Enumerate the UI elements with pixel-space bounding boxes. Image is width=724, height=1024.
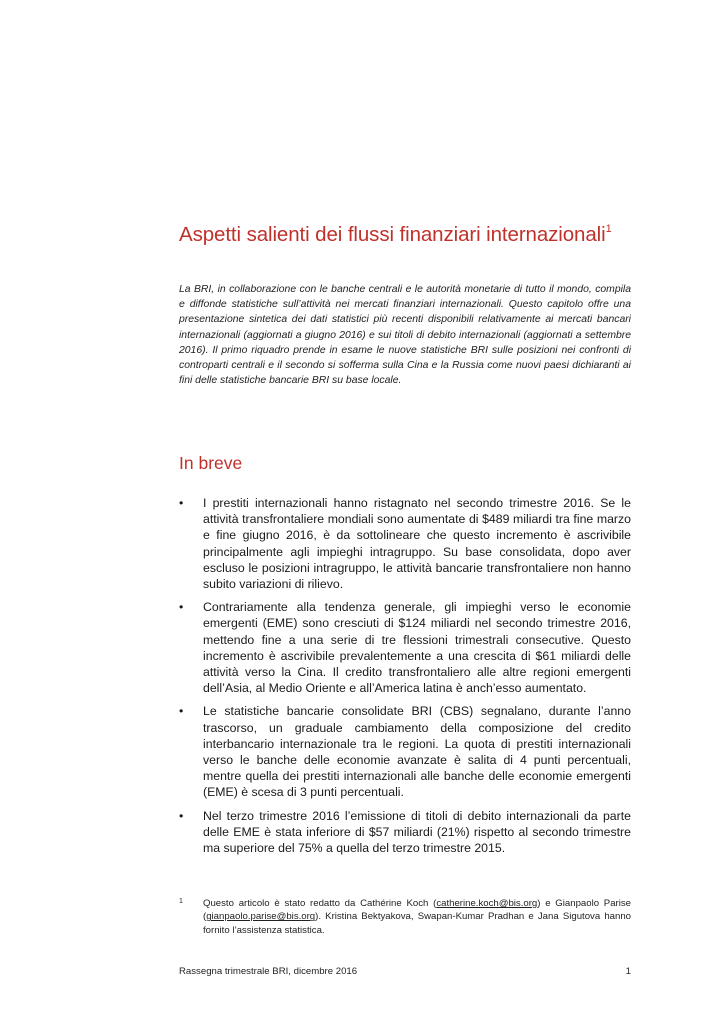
abstract-paragraph: La BRI, in collaborazione con le banche centrali e le autorità monetarie di tutto il mondo, compila e diffonde statistiche sull’attività nei mercati finanziari internazionali. Questo capitolo offre una presentazione sintetica dei dati statistici più recenti disponibili relativamente ai mercati bancari internazionali (aggiornati a giugno 2016) e sui titoli di debito internazionali (aggiornati a settembre 2016). Il primo riquadro prende in esame le nuove statistiche BRI sulle posizioni nei confronti di controparti centrali e il secondo si sofferma sulla Cina e la Russia come nuovi paesi dichiaranti ai fini delle statistiche bancarie BRI su base locale. bbox=[179, 284, 631, 387]
footnote bbox=[179, 897, 631, 937]
footnote-text-before: Questo articolo è stato redatto da Cathérine Koch ( bbox=[203, 898, 437, 909]
bullet-text: Nel terzo trimestre 2016 l’emissione di titoli di debito internazionali da parte delle EME è stata inferiore di $57 miliardi (21%) rispetto al secondo trimestre ma superiore del 75% a quella del terzo trimestre 2015. bbox=[203, 808, 631, 856]
bullet-marker: • bbox=[179, 600, 184, 615]
footnote-text-after: ). Kristina Bektyakova, Swapan-Kumar Pradhan e Jana Sigutova hanno fornito l’assistenza statistica. bbox=[203, 911, 631, 936]
footer-page-number: 1 bbox=[625, 966, 631, 977]
bullet-item bbox=[179, 808, 631, 857]
article-title bbox=[179, 222, 649, 248]
bullet-text: Contrariamente alla tendenza generale, gli impieghi verso le economie emergenti (EME) sono cresciuti di $124 miliardi nel secondo trimestre 2016, mettendo fine a una serie di tre flessioni trimestrali consecutive. Questo incremento è ascrivibile prevalentemente a una crescita di $61 miliardi delle attività verso la Cina. Il credito transfrontaliero alle altre regioni emergenti dell’Asia, al Medio Oriente e all’America latina è anch’esso aumentato. bbox=[203, 600, 631, 696]
footnote-number: 1 bbox=[179, 898, 183, 905]
email-link-koch[interactable]: catherine.koch@bis.org bbox=[436, 898, 538, 909]
footer-publication: Rassegna trimestrale BRI, dicembre 2016 bbox=[179, 966, 358, 977]
section-heading: In breve bbox=[179, 453, 243, 473]
article-title-text: Aspetti salienti dei flussi finanziari internazionali bbox=[179, 223, 606, 246]
bullet-item bbox=[179, 495, 631, 592]
bullet-marker: • bbox=[179, 808, 184, 823]
bullet-marker: • bbox=[179, 496, 184, 510]
summary-bullet-list bbox=[179, 495, 631, 863]
footnote-text-middle: ) e Gianpaolo Parise ( bbox=[203, 898, 632, 923]
title-footnote-ref: 1 bbox=[605, 223, 612, 235]
bullet-text: I prestiti internazionali hanno ristagnato nel secondo trimestre 2016. Se le attività transfrontaliere mondiali sono aumentate di $489 miliardi tra fine marzo e fine giugno 2016, è da sottolineare che questo incremento è ascrivibile principalmente agli impieghi intragruppo. Su base consolidata, dopo aver escluso le posizioni intragruppo, le attività bancarie transfrontaliere non hanno subito variazioni di rilievo. bbox=[203, 496, 631, 592]
bullet-item bbox=[179, 599, 631, 696]
bullet-marker: • bbox=[179, 704, 184, 719]
bullet-item bbox=[179, 703, 631, 800]
email-link-parise[interactable]: gianpaolo.parise@bis.org bbox=[206, 911, 316, 923]
bullet-text: Le statistiche bancarie consolidate BRI (CBS) segnalano, durante l’anno trascorso, un graduale cambiamento della composizione del credito interbancario internazionale tra le regioni. La quota di prestiti internazionali verso le banche delle economie avanzate è salita di 4 punti percentuali, mentre quella dei prestiti internazionali alle banche delle economie emergenti (EME) è scesa di 3 punti percentuali. bbox=[203, 704, 631, 800]
footnote-text bbox=[203, 897, 631, 937]
